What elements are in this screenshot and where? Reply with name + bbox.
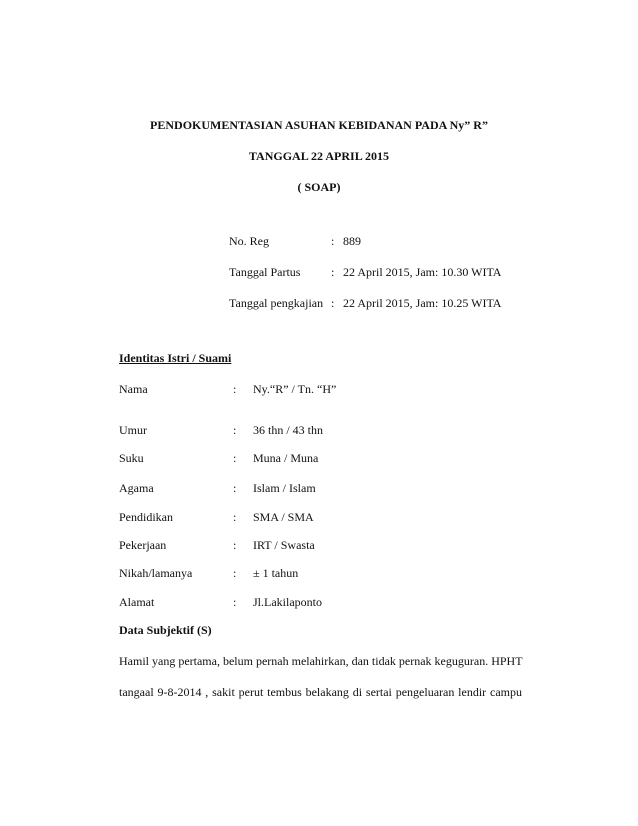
identity-value: ± 1 tahun [253, 566, 299, 580]
identity-value: Ny.“R” / Tn. “H” [253, 382, 337, 396]
document-date: TANGGAL 22 APRIL 2015 [248, 149, 390, 163]
registration-label: Tanggal pengkajian [229, 296, 324, 310]
identity-heading: Identitas Istri / Suami [119, 351, 232, 365]
identity-row-suku [119, 451, 318, 466]
registration-row-number [229, 234, 361, 249]
subjective-paragraph-line: tangaal 9-8-2014 , sakit perut tembus belakang di sertai pengeluaran lendir campu [119, 685, 522, 699]
identity-value: Muna / Muna [253, 451, 319, 465]
identity-row-nama [119, 382, 336, 397]
identity-separator: : [233, 382, 237, 396]
identity-label: Suku [119, 451, 144, 465]
identity-row-nikah [119, 566, 298, 581]
identity-separator: : [233, 423, 237, 437]
registration-value: 22 April 2015, Jam: 10.30 WITA [343, 265, 502, 279]
registration-row-partus [229, 265, 501, 280]
identity-label: Pekerjaan [119, 538, 167, 552]
identity-separator: : [233, 451, 237, 465]
registration-separator: : [331, 234, 335, 248]
registration-separator: : [331, 265, 335, 279]
registration-row-pengkajian [229, 296, 501, 311]
identity-label: Pendidikan [119, 510, 173, 524]
registration-value: 22 April 2015, Jam: 10.25 WITA [343, 296, 502, 310]
identity-separator: : [233, 566, 237, 580]
identity-label: Umur [119, 423, 147, 437]
identity-row-umur [119, 423, 323, 438]
registration-separator: : [331, 296, 335, 310]
registration-label: No. Reg [229, 234, 269, 248]
document-method: ( SOAP) [297, 180, 341, 194]
identity-row-pekerjaan [119, 538, 315, 553]
identity-label: Nikah/lamanya [119, 566, 193, 580]
identity-label: Alamat [119, 595, 155, 609]
identity-value: SMA / SMA [253, 510, 314, 524]
identity-value: Jl.Lakilaponto [253, 595, 322, 609]
identity-value: Islam / Islam [253, 481, 316, 495]
identity-row-alamat [119, 595, 322, 610]
identity-label: Nama [119, 382, 148, 396]
identity-label: Agama [119, 481, 154, 495]
subjective-heading: Data Subjektif (S) [119, 623, 212, 637]
identity-value: IRT / Swasta [253, 538, 315, 552]
identity-separator: : [233, 510, 237, 524]
document-title: PENDOKUMENTASIAN ASUHAN KEBIDANAN PADA Ny” R” [150, 118, 488, 132]
identity-row-pendidikan [119, 510, 314, 525]
identity-separator: : [233, 481, 237, 495]
registration-label: Tanggal Partus [229, 265, 301, 279]
identity-value: 36 thn / 43 thn [253, 423, 324, 437]
identity-row-agama [119, 481, 316, 496]
registration-value: 889 [343, 234, 361, 248]
identity-separator: : [233, 595, 237, 609]
identity-separator: : [233, 538, 237, 552]
subjective-paragraph-line: Hamil yang pertama, belum pernah melahirkan, dan tidak pernak keguguran. HPHT [119, 654, 523, 668]
